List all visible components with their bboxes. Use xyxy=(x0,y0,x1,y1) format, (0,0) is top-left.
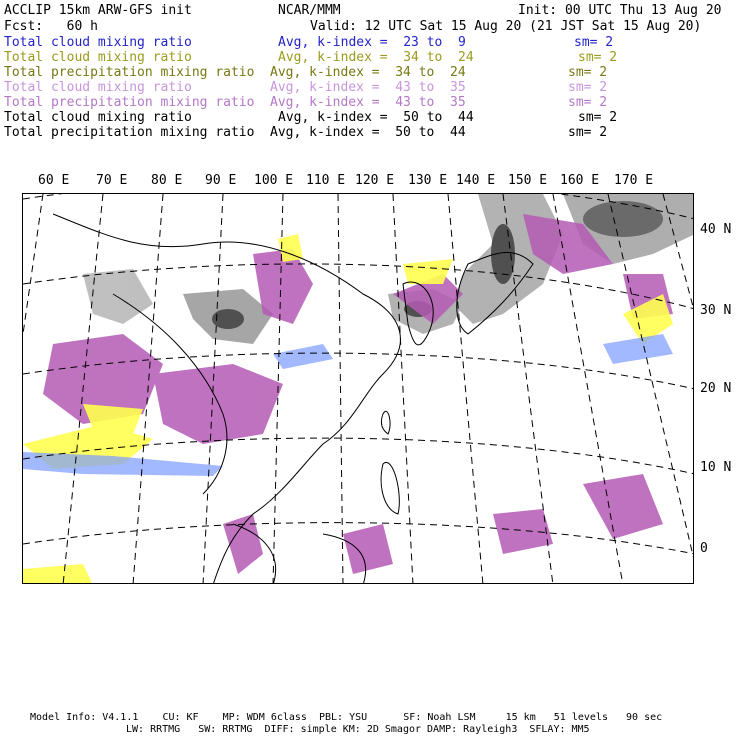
longitude-label: 150 E xyxy=(508,173,548,188)
latitude-label: 30 N xyxy=(700,303,732,318)
legend-field-name: Total precipitation mixing ratio xyxy=(4,125,255,140)
latitude-label: 10 N xyxy=(700,460,732,475)
model-info-line1: Model Info: V4.1.1 CU: KF MP: WDM 6class PBL: YSU SF: Noah LSM 15 km 51 levels 90 sec xyxy=(30,712,663,723)
org-label: NCAR/MMM xyxy=(278,3,341,18)
legend-stat: Avg, k-index = 23 to 9 xyxy=(278,35,466,50)
latitude-label: 40 N xyxy=(700,222,732,237)
latitude-label: 20 N xyxy=(700,381,732,396)
legend-smoothing: sm= 2 xyxy=(578,110,618,125)
longitude-label: 110 E xyxy=(306,173,346,188)
longitude-label: 90 E xyxy=(205,173,237,188)
map-panel xyxy=(22,193,694,584)
legend-stat: Avg, k-index = 43 to 35 xyxy=(270,80,466,95)
longitude-label: 140 E xyxy=(456,173,496,188)
legend-smoothing: sm= 2 xyxy=(568,95,608,110)
longitude-label: 160 E xyxy=(560,173,600,188)
legend-smoothing: sm= 2 xyxy=(574,35,614,50)
legend-stat: Avg, k-index = 34 to 24 xyxy=(270,65,466,80)
longitude-label: 100 E xyxy=(254,173,294,188)
legend-field-name: Total cloud mixing ratio xyxy=(4,50,192,65)
init-time: Init: 00 UTC Thu 13 Aug 20 xyxy=(518,3,722,18)
map-title: ACCLIP 15km ARW-GFS init xyxy=(4,3,192,18)
legend-field-name: Total cloud mixing ratio xyxy=(4,35,192,50)
longitude-label: 70 E xyxy=(96,173,128,188)
legend-smoothing: sm= 2 xyxy=(568,125,608,140)
map-canvas xyxy=(23,194,694,584)
longitude-label: 60 E xyxy=(38,173,70,188)
legend-field-name: Total precipitation mixing ratio xyxy=(4,95,255,110)
legend-field-name: Total cloud mixing ratio xyxy=(4,110,192,125)
legend-smoothing: sm= 2 xyxy=(568,80,608,95)
legend-stat: Avg, k-index = 34 to 24 xyxy=(278,50,474,65)
legend-smoothing: sm= 2 xyxy=(568,65,608,80)
latitude-label: 0 xyxy=(700,541,708,556)
legend-stat: Avg, k-index = 43 to 35 xyxy=(270,95,466,110)
legend-smoothing: sm= 2 xyxy=(578,50,618,65)
legend-stat: Avg, k-index = 50 to 44 xyxy=(270,125,466,140)
legend-stat: Avg, k-index = 50 to 44 xyxy=(278,110,474,125)
longitude-label: 170 E xyxy=(614,173,654,188)
longitude-label: 80 E xyxy=(151,173,183,188)
longitude-label: 120 E xyxy=(355,173,395,188)
longitude-label: 130 E xyxy=(408,173,448,188)
valid-time: Valid: 12 UTC Sat 15 Aug 20 (21 JST Sat 15 Aug 20) xyxy=(310,19,702,34)
legend-field-name: Total precipitation mixing ratio xyxy=(4,65,255,80)
legend-field-name: Total cloud mixing ratio xyxy=(4,80,192,95)
forecast-hour: Fcst: 60 h xyxy=(4,19,98,34)
model-info-line2: LW: RRTMG SW: RRTMG DIFF: simple KM: 2D Smagor DAMP: Rayleigh3 SFLAY: MM5 xyxy=(126,724,590,735)
